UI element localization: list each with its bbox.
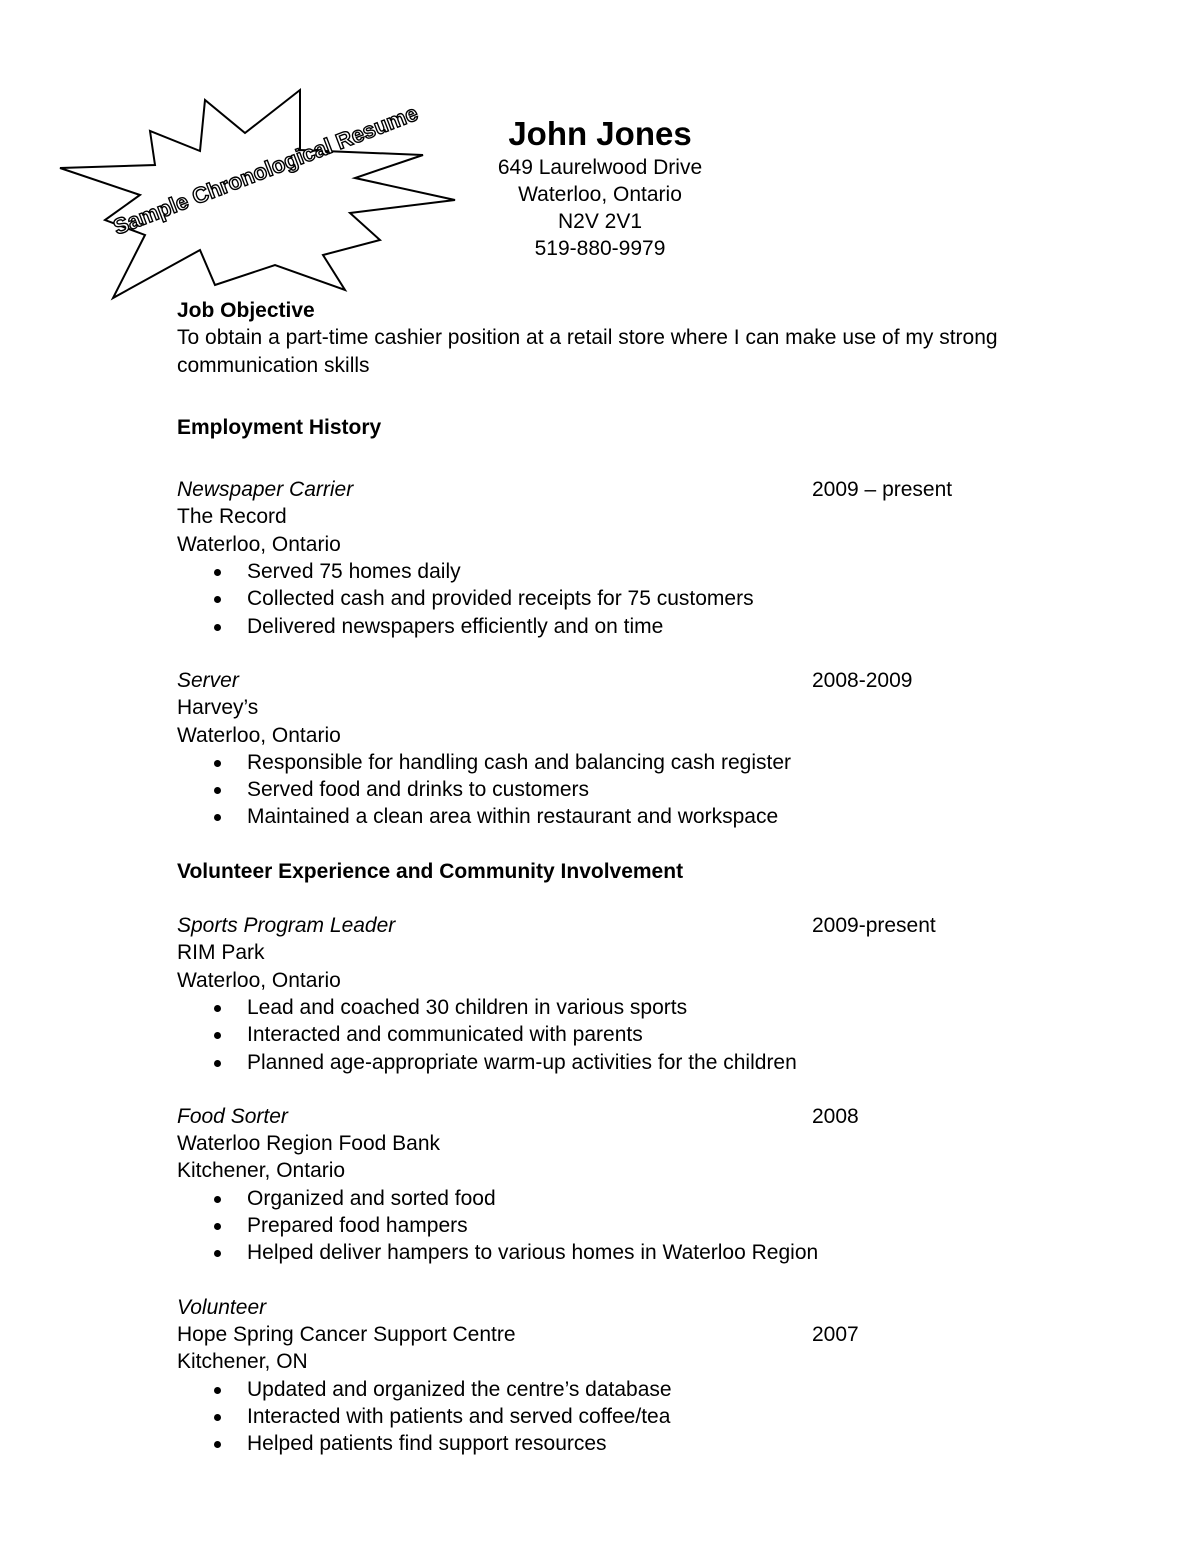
bullet-item: Helped patients find support resources (177, 1430, 1017, 1457)
job-company: RIM Park (177, 941, 265, 965)
employment-entry (177, 667, 1017, 831)
bullet-item: Delivered newspapers efficiently and on time (177, 613, 1017, 640)
bullet-dot-icon (214, 1414, 221, 1421)
employment-entry (177, 476, 1017, 640)
job-location: Kitchener, ON (177, 1350, 308, 1374)
resume-header (400, 114, 800, 262)
bullet-item: Organized and sorted food (177, 1185, 1017, 1212)
volunteer-entry (177, 1103, 1017, 1267)
candidate-name: John Jones (508, 115, 692, 152)
bullet-item: Collected cash and provided receipts for 75 customers (177, 585, 1017, 612)
bullet-dot-icon (214, 1032, 221, 1039)
job-location: Waterloo, Ontario (177, 968, 341, 992)
objective-title: Job Objective (177, 299, 315, 322)
job-role: Newspaper Carrier (177, 478, 354, 502)
phone-number: 519-880-9979 (534, 237, 666, 260)
bullet-item: Planned age-appropriate warm-up activities for the children (177, 1049, 1017, 1076)
job-dates: 2007 (812, 1322, 859, 1346)
bullet-dot-icon (214, 596, 221, 603)
bullet-dot-icon (214, 1060, 221, 1067)
bullet-item: Lead and coached 30 children in various sports (177, 994, 1017, 1021)
job-bullets (177, 1185, 1017, 1267)
job-role: Sports Program Leader (177, 914, 396, 938)
job-bullets (177, 749, 1017, 831)
bullet-dot-icon (214, 1441, 221, 1448)
bullet-item: Helped deliver hampers to various homes in Waterloo Region (177, 1239, 1017, 1266)
bullet-dot-icon (214, 1005, 221, 1012)
postal-code: N2V 2V1 (557, 210, 643, 233)
objective-text: To obtain a part-time cashier position at a retail store where I can make use of my strong communication skills (177, 326, 998, 377)
bullet-dot-icon (214, 760, 221, 767)
bullet-dot-icon (214, 624, 221, 631)
resume-body (177, 297, 1017, 1457)
bullet-item: Served 75 homes daily (177, 558, 1017, 585)
bullet-item: Maintained a clean area within restaurant and workspace (177, 803, 1017, 830)
job-location: Kitchener, Ontario (177, 1159, 346, 1183)
employment-title: Employment History (177, 415, 382, 439)
job-bullets (177, 1376, 1017, 1458)
bullet-item: Prepared food hampers (177, 1212, 1017, 1239)
job-dates: 2009 – present (812, 478, 953, 502)
stamp-text: Sample Chronological Resume (109, 100, 422, 240)
address-line1: 649 Laurelwood Drive (497, 156, 703, 179)
job-company: Harvey’s (177, 696, 259, 720)
bullet-item: Interacted with patients and served coffee/tea (177, 1403, 1017, 1430)
bullet-dot-icon (214, 1196, 221, 1203)
job-location: Waterloo, Ontario (177, 723, 341, 747)
bullet-dot-icon (214, 787, 221, 794)
volunteer-entry (177, 912, 1017, 1076)
job-company: Waterloo Region Food Bank (177, 1132, 441, 1156)
bullet-item: Responsible for handling cash and balancing cash register (177, 749, 1017, 776)
address-line2: Waterloo, Ontario (518, 183, 682, 206)
job-company: Hope Spring Cancer Support Centre (177, 1322, 516, 1346)
volunteer-title: Volunteer Experience and Community Involvement (177, 859, 684, 883)
bullet-dot-icon (214, 1387, 221, 1394)
bullet-item: Served food and drinks to customers (177, 776, 1017, 803)
bullet-dot-icon (214, 1250, 221, 1257)
bullet-item: Interacted and communicated with parents (177, 1021, 1017, 1048)
job-role: Food Sorter (177, 1104, 288, 1128)
bullet-item: Updated and organized the centre’s database (177, 1376, 1017, 1403)
job-bullets (177, 994, 1017, 1076)
bullet-dot-icon (214, 1223, 221, 1230)
job-dates: 2009-present (812, 914, 936, 938)
job-bullets (177, 558, 1017, 640)
job-dates: 2008 (812, 1104, 859, 1128)
job-role: Server (177, 668, 239, 692)
job-dates: 2008-2009 (812, 668, 913, 692)
job-company: The Record (177, 505, 287, 529)
bullet-dot-icon (214, 569, 221, 576)
volunteer-entry (177, 1294, 1017, 1458)
job-role: Volunteer (177, 1295, 267, 1319)
bullet-dot-icon (214, 814, 221, 821)
job-location: Waterloo, Ontario (177, 532, 341, 556)
